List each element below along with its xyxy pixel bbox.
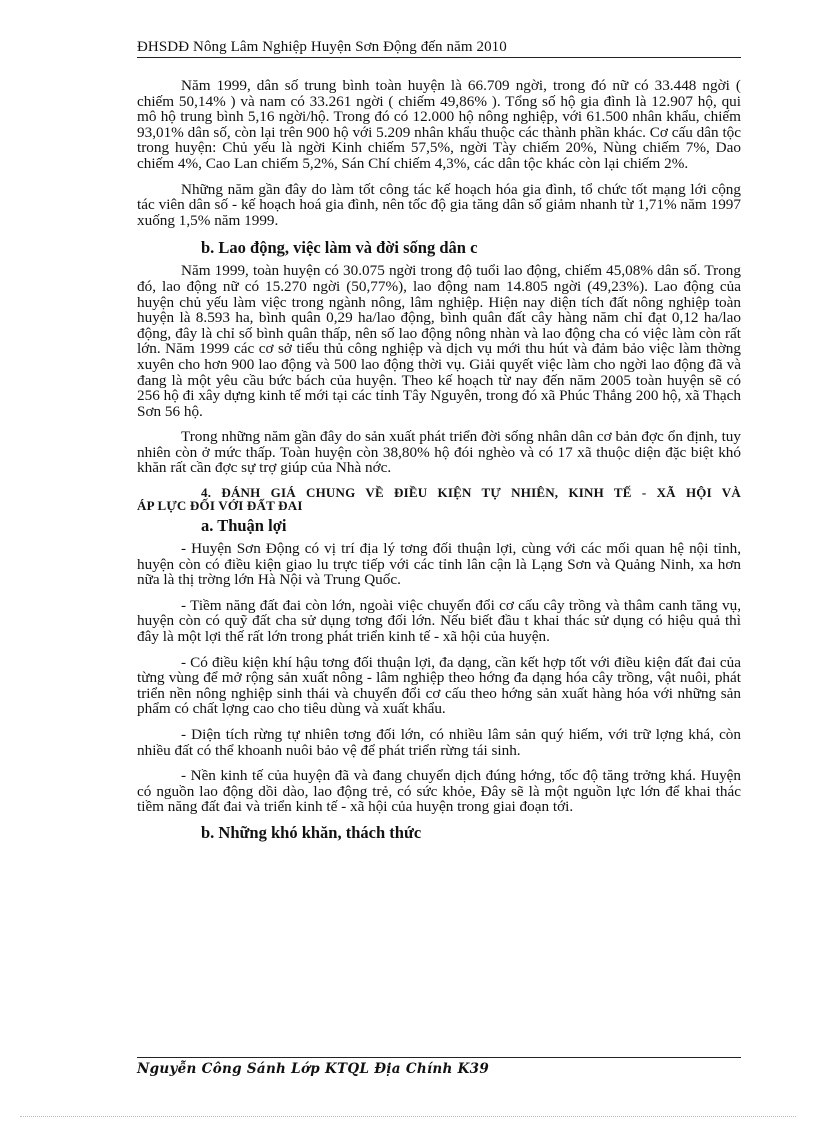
page-header: ĐHSDĐ Nông Lâm Nghiệp Huyện Sơn Động đến năm 2010 xyxy=(137,38,741,58)
document-body xyxy=(137,78,741,848)
page-edge-divider xyxy=(20,1116,796,1117)
footer-divider xyxy=(137,1057,741,1058)
heading-labor: b. Lao động, việc làm và đời sống dân c xyxy=(201,238,478,258)
paragraph-labor: Năm 1999, toàn huyện có 30.075 ngời trong độ tuổi lao động, chiếm 45,08% dân số. Trong đó, lao động nữ có 15.270 ngời (50,77%), lao động nam 14.805 ngời (49,23%). Lao động của huyện chủ yếu làm việc trong ngành nông, lâm nghiệp. Hiện nay diện tích đất nông nghiệp toàn huyện là 8.593 ha, bình quân 0,29 ha/lao động, bình quân đất cây hàng năm chỉ đạt 0,12 ha/lao động, đây là chỉ số bình quân thấp, nên số lao động nông nhàn và lao động cha có việc làm còn rất lớn. Năm 1999 các cơ sở tiểu thủ công nghiệp và dịch vụ mới thu hút và đảm bảo việc làm thờng xuyên cho hơn 900 lao động và 500 lao động thời vụ. Giải quyết việc làm cho ngời lao động đã và đang là một yêu cầu bức bách của huyện. Theo kế hoạch từ nay đến năm 2005 toàn huyện sẽ có 256 hộ đi xây dựng kinh tế mới tại các tỉnh Tây Nguyên, trong đó xã Phúc Thắng 200 hộ, xã Thạch Sơn 56 hộ. xyxy=(137,262,741,420)
section-4-heading-line2: ÁP LỰC ĐỐI VỚI ĐẤT ĐAI xyxy=(137,498,303,514)
paragraph-advantage-climate: - Có điều kiện khí hậu tơng đối thuận lợi, đa dạng, cần kết hợp tốt với điều kiện đất đai của từng vùng để mở rộng sản xuất nông - lâm nghiệp theo hớng đa dạng hóa cây trồng, vật nuôi, phát triển nền nông nghiệp sinh thái và chuyển đổi cơ cấu theo hớng sản xuất hàng hóa với những sản phẩm có chất lợng cao cho tiêu dùng và xuất khẩu. xyxy=(137,653,741,718)
paragraph-living-standards: Trong những năm gần đây do sản xuất phát triển đời sống nhân dân cơ bản đợc ổn định, tuy nhiên còn ở mức thấp. Toàn huyện còn 38,80% hộ đói nghèo và có 17 xã thuộc diện đặc biệt khó khăn rất cần đợc sự trợ giúp của Nhà nớc. xyxy=(137,428,741,477)
page-footer: Nguyễn Công Sánh Lớp KTQL Địa Chính K39 xyxy=(137,1061,490,1077)
section-4-heading xyxy=(137,486,741,512)
heading-challenges: b. Những khó khăn, thách thức xyxy=(201,822,422,842)
paragraph-population: Năm 1999, dân số trung bình toàn huyện là 66.709 ngời, trong đó nữ có 33.448 ngời ( chiếm 50,14% ) và nam có 33.261 ngời ( chiếm 49,86% ). Tổng số hộ gia đình là 12.907 hộ, qui mô hộ trung bình 5,16 ngời/hộ. Trong đó có 12.000 hộ nông nghiệp, với 61.500 nhân khẩu, chiếm 93,01% dân số, còn lại trên 900 hộ với 5.209 nhân khẩu thuộc các thành phần khác. Cơ cấu dân tộc trong huyện: Chủ yếu là ngời Kinh chiếm 57,5%, ngời Tày chiếm 20%, Nùng chiếm 7%, Dao chiếm 4%, Cao Lan chiếm 5,2%, Sán Chí chiếm 4,3%, các dân tộc khác còn lại chiếm 2%. xyxy=(137,77,741,172)
paragraph-advantage-land: - Tiềm năng đất đai còn lớn, ngoài việc chuyển đổi cơ cấu cây trồng và thâm canh tăng vụ, huyện còn có quỹ đất cha sử dụng tơng đối lớn. Nếu biết đầu t khai thác sử dụng có hiệu quả thì đây là một lợi thế rất lớn trong phát triển kinh tế - xã hội của huyện. xyxy=(137,596,741,646)
paragraph-advantage-location: - Huyện Sơn Động có vị trí địa lý tơng đối thuận lợi, cùng với các mối quan hệ nội tỉnh, huyện còn có điều kiện giao lu trực tiếp với các tỉnh lân cận là Lạng Sơn và Quảng Ninh, xa hơn nữa là thị trờng lớn Hà Nội và Trung Quốc. xyxy=(137,540,741,589)
paragraph-advantage-forest: - Diện tích rừng tự nhiên tơng đối lớn, có nhiều lâm sản quý hiếm, với trữ lợng khá, còn nhiều đất có thể khoanh nuôi bảo vệ để phát triển rừng tái sinh. xyxy=(137,726,741,759)
section-4-heading-line1: 4. ĐÁNH GIÁ CHUNG VỀ ĐIỀU KIỆN TỰ NHIÊN, KINH TẾ - XÃ HỘI VÀ xyxy=(201,485,741,501)
heading-advantages: a. Thuận lợi xyxy=(201,516,287,536)
paragraph-advantage-economy: - Nền kinh tế của huyện đã và đang chuyển dịch đúng hớng, tốc độ tăng trởng khá. Huyện có nguồn lao động dồi dào, lao động trẻ, có sức khỏe, Đây sẽ là một nguồn lực lớn để khai thác tiềm năng đất đai và triển kinh tế - xã hội của huyện trong giai đoạn tới. xyxy=(137,767,741,816)
paragraph-family-planning: Những năm gần đây do làm tốt công tác kế hoạch hóa gia đình, tổ chức tốt mạng lới cộng tác viên dân số - kế hoạch hoá gia đình, nên tốc độ gia tăng dân số giảm nhanh từ 1,71% năm 1997 xuống 1,5% năm 1999. xyxy=(137,180,741,229)
